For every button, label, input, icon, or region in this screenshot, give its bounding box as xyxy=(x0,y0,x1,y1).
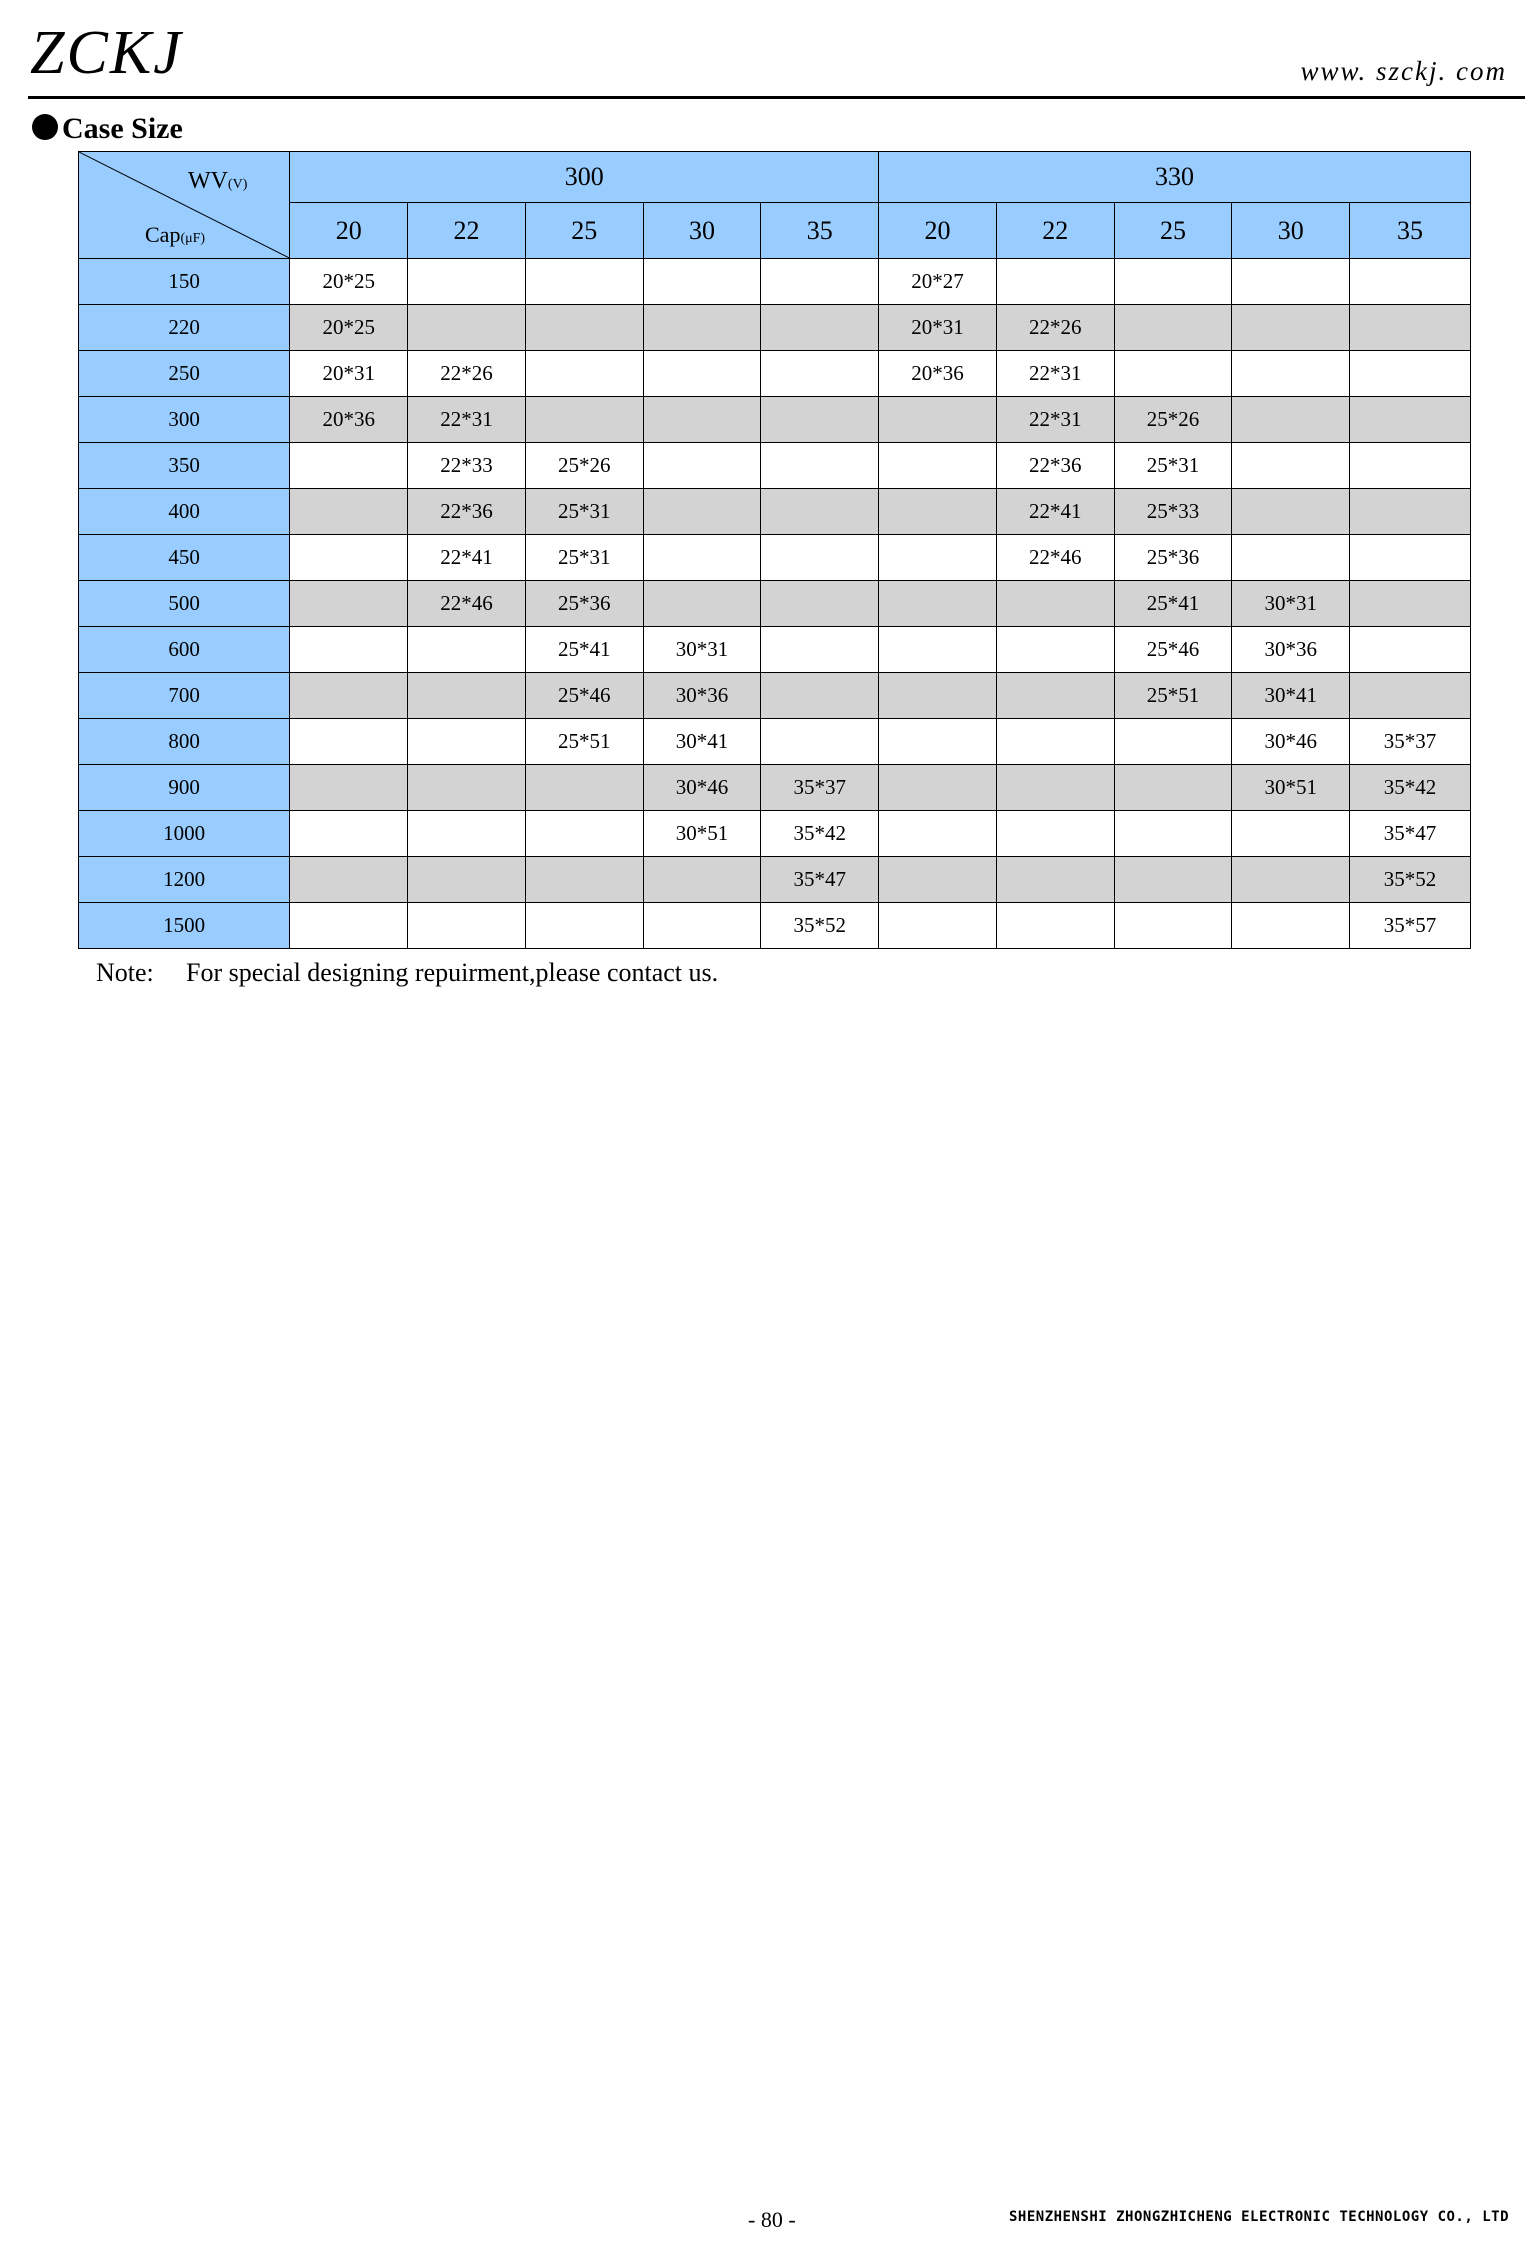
table-row xyxy=(79,581,1471,627)
case-size-cell: 22*31 xyxy=(996,397,1114,443)
voltage-header: 300 xyxy=(290,152,879,203)
case-size-cell: 30*41 xyxy=(1232,673,1350,719)
table-row xyxy=(79,489,1471,535)
table-row xyxy=(79,811,1471,857)
case-size-cell xyxy=(525,351,643,397)
capacitance-cell: 900 xyxy=(79,765,290,811)
case-size-cell xyxy=(1114,811,1232,857)
case-size-cell: 25*31 xyxy=(1114,443,1232,489)
case-size-cell xyxy=(290,903,408,949)
case-size-cell xyxy=(643,305,761,351)
case-size-cell xyxy=(1232,351,1350,397)
case-size-cell xyxy=(879,673,997,719)
case-size-cell xyxy=(290,765,408,811)
case-size-cell: 25*31 xyxy=(525,489,643,535)
case-size-cell xyxy=(1350,351,1471,397)
wv-unit: (V) xyxy=(227,177,248,192)
table-row xyxy=(79,719,1471,765)
diameter-header: 35 xyxy=(761,203,879,259)
capacitance-cell: 500 xyxy=(79,581,290,627)
case-size-cell xyxy=(879,719,997,765)
case-size-cell xyxy=(408,627,526,673)
note-text: For special designing repuirment,please contact us. xyxy=(186,958,719,987)
case-size-cell: 22*36 xyxy=(408,489,526,535)
capacitance-cell: 450 xyxy=(79,535,290,581)
case-size-cell xyxy=(290,535,408,581)
case-size-cell xyxy=(643,857,761,903)
capacitance-cell: 300 xyxy=(79,397,290,443)
case-size-cell xyxy=(290,627,408,673)
case-size-table xyxy=(78,151,1471,949)
case-size-cell: 30*46 xyxy=(1232,719,1350,765)
case-size-cell xyxy=(1350,259,1471,305)
case-size-cell xyxy=(643,489,761,535)
case-size-cell: 35*47 xyxy=(761,857,879,903)
case-size-cell: 22*41 xyxy=(996,489,1114,535)
case-size-cell xyxy=(1350,627,1471,673)
case-size-cell: 20*36 xyxy=(879,351,997,397)
case-size-cell xyxy=(1350,535,1471,581)
case-size-cell xyxy=(408,765,526,811)
case-size-cell xyxy=(761,351,879,397)
case-size-cell: 35*47 xyxy=(1350,811,1471,857)
case-size-cell xyxy=(1232,903,1350,949)
case-size-cell: 30*31 xyxy=(643,627,761,673)
case-size-cell xyxy=(408,811,526,857)
capacitance-cell: 800 xyxy=(79,719,290,765)
case-size-cell: 30*36 xyxy=(643,673,761,719)
capacitance-cell: 1200 xyxy=(79,857,290,903)
case-size-cell xyxy=(761,489,879,535)
case-size-cell xyxy=(643,443,761,489)
case-size-cell xyxy=(643,903,761,949)
case-size-cell: 25*41 xyxy=(525,627,643,673)
company-logo: ZCKJ xyxy=(30,19,183,87)
case-size-cell xyxy=(761,259,879,305)
case-size-cell xyxy=(643,397,761,443)
case-size-cell xyxy=(643,351,761,397)
table-row xyxy=(79,765,1471,811)
case-size-cell xyxy=(525,811,643,857)
case-size-cell xyxy=(996,903,1114,949)
case-size-cell: 22*31 xyxy=(996,351,1114,397)
case-size-cell: 30*51 xyxy=(1232,765,1350,811)
capacitance-cell: 1500 xyxy=(79,903,290,949)
diameter-header: 20 xyxy=(879,203,997,259)
case-size-cell xyxy=(996,719,1114,765)
case-size-cell: 30*36 xyxy=(1232,627,1350,673)
section-title xyxy=(32,112,183,146)
case-size-cell xyxy=(1350,443,1471,489)
diameter-header: 22 xyxy=(408,203,526,259)
case-size-cell: 22*46 xyxy=(996,535,1114,581)
table-row xyxy=(79,351,1471,397)
capacitance-cell: 600 xyxy=(79,627,290,673)
case-size-cell xyxy=(1232,535,1350,581)
case-size-cell xyxy=(1114,351,1232,397)
case-size-cell: 25*26 xyxy=(525,443,643,489)
capacitance-cell: 700 xyxy=(79,673,290,719)
case-size-cell xyxy=(761,535,879,581)
case-size-cell: 25*26 xyxy=(1114,397,1232,443)
case-size-cell: 25*36 xyxy=(525,581,643,627)
table-row xyxy=(79,903,1471,949)
diameter-header: 35 xyxy=(1350,203,1471,259)
table-row xyxy=(79,305,1471,351)
case-size-cell: 22*41 xyxy=(408,535,526,581)
voltage-header: 330 xyxy=(879,152,1471,203)
case-size-cell xyxy=(1232,397,1350,443)
case-size-cell xyxy=(996,673,1114,719)
case-size-cell: 30*46 xyxy=(643,765,761,811)
case-size-cell xyxy=(525,857,643,903)
capacitance-cell: 1000 xyxy=(79,811,290,857)
case-size-cell xyxy=(643,259,761,305)
case-size-cell: 30*31 xyxy=(1232,581,1350,627)
table-row xyxy=(79,443,1471,489)
case-size-cell xyxy=(1232,305,1350,351)
case-size-cell: 25*51 xyxy=(1114,673,1232,719)
voltage-header-row xyxy=(79,152,1471,203)
case-size-cell xyxy=(1350,305,1471,351)
case-size-cell xyxy=(761,719,879,765)
diameter-header: 25 xyxy=(525,203,643,259)
table-row xyxy=(79,857,1471,903)
table-row xyxy=(79,673,1471,719)
case-size-cell xyxy=(1114,259,1232,305)
case-size-cell: 35*42 xyxy=(1350,765,1471,811)
case-size-cell xyxy=(761,627,879,673)
capacitance-cell: 250 xyxy=(79,351,290,397)
case-size-cell xyxy=(879,581,997,627)
case-size-cell: 22*36 xyxy=(996,443,1114,489)
case-size-cell xyxy=(879,811,997,857)
case-size-cell xyxy=(408,259,526,305)
case-size-cell xyxy=(879,857,997,903)
capacitance-cell: 400 xyxy=(79,489,290,535)
case-size-cell xyxy=(1350,489,1471,535)
table-corner-header xyxy=(79,152,290,259)
diameter-header: 22 xyxy=(996,203,1114,259)
case-size-cell xyxy=(643,535,761,581)
case-size-cell: 35*52 xyxy=(1350,857,1471,903)
case-size-cell xyxy=(996,811,1114,857)
case-size-cell: 22*31 xyxy=(408,397,526,443)
cap-label: Cap(μF) xyxy=(145,222,206,247)
case-size-cell xyxy=(290,811,408,857)
case-size-cell xyxy=(761,443,879,489)
case-size-cell xyxy=(879,397,997,443)
case-size-cell: 25*46 xyxy=(525,673,643,719)
case-size-cell xyxy=(879,489,997,535)
diameter-header: 30 xyxy=(1232,203,1350,259)
case-size-cell xyxy=(290,857,408,903)
case-size-cell xyxy=(290,489,408,535)
case-size-cell xyxy=(879,535,997,581)
diameter-header: 25 xyxy=(1114,203,1232,259)
cap-unit: (μF) xyxy=(180,231,206,246)
table-row xyxy=(79,397,1471,443)
case-size-cell xyxy=(525,903,643,949)
case-size-cell xyxy=(761,673,879,719)
case-size-cell xyxy=(1232,443,1350,489)
capacitance-cell: 350 xyxy=(79,443,290,489)
header-divider xyxy=(28,96,1525,99)
diameter-header: 30 xyxy=(643,203,761,259)
case-size-cell xyxy=(1114,719,1232,765)
case-size-cell xyxy=(761,581,879,627)
table-row xyxy=(79,259,1471,305)
case-size-cell xyxy=(408,903,526,949)
case-size-cell: 35*37 xyxy=(761,765,879,811)
case-size-cell xyxy=(290,581,408,627)
section-title-text: Case Size xyxy=(62,112,183,145)
case-size-cell xyxy=(996,857,1114,903)
case-size-cell: 20*31 xyxy=(290,351,408,397)
case-size-cell: 35*52 xyxy=(761,903,879,949)
page-number: - 80 - xyxy=(748,2207,796,2232)
case-size-cell xyxy=(525,305,643,351)
case-size-cell xyxy=(525,397,643,443)
case-size-cell: 35*57 xyxy=(1350,903,1471,949)
case-size-cell xyxy=(1114,903,1232,949)
case-size-cell: 20*36 xyxy=(290,397,408,443)
case-size-cell: 22*46 xyxy=(408,581,526,627)
table-row xyxy=(79,627,1471,673)
case-size-cell xyxy=(879,765,997,811)
case-size-cell xyxy=(1232,857,1350,903)
case-size-cell: 35*37 xyxy=(1350,719,1471,765)
capacitance-cell: 220 xyxy=(79,305,290,351)
case-size-cell xyxy=(996,581,1114,627)
case-size-cell xyxy=(1350,581,1471,627)
case-size-cell: 25*31 xyxy=(525,535,643,581)
case-size-cell xyxy=(879,903,997,949)
case-size-cell xyxy=(761,397,879,443)
case-size-cell xyxy=(996,627,1114,673)
case-size-cell xyxy=(761,305,879,351)
case-size-cell: 30*41 xyxy=(643,719,761,765)
case-size-cell: 20*27 xyxy=(879,259,997,305)
case-size-cell: 25*46 xyxy=(1114,627,1232,673)
case-size-cell: 30*51 xyxy=(643,811,761,857)
website-url: www. szckj. com xyxy=(1300,56,1507,86)
capacitance-cell: 150 xyxy=(79,259,290,305)
note xyxy=(96,958,718,988)
case-size-cell xyxy=(408,305,526,351)
company-name: SHENZHENSHI ZHONGZHICHENG ELECTRONIC TECHNOLOGY CO., LTD xyxy=(1008,2209,1509,2225)
case-size-cell: 22*33 xyxy=(408,443,526,489)
case-size-cell: 20*25 xyxy=(290,259,408,305)
case-size-cell: 25*36 xyxy=(1114,535,1232,581)
case-size-cell xyxy=(1232,811,1350,857)
table-row xyxy=(79,535,1471,581)
note-label: Note: xyxy=(96,958,154,987)
case-size-cell: 22*26 xyxy=(408,351,526,397)
case-size-cell xyxy=(643,581,761,627)
case-size-cell: 20*31 xyxy=(879,305,997,351)
case-size-cell xyxy=(525,259,643,305)
case-size-cell xyxy=(290,719,408,765)
wv-label: WV(V) xyxy=(187,168,248,194)
case-size-cell xyxy=(879,627,997,673)
bullet-icon xyxy=(32,114,58,140)
case-size-cell xyxy=(1232,259,1350,305)
case-size-cell xyxy=(290,673,408,719)
case-size-cell xyxy=(1114,857,1232,903)
case-size-cell: 35*42 xyxy=(761,811,879,857)
case-size-cell: 25*33 xyxy=(1114,489,1232,535)
case-size-cell: 25*51 xyxy=(525,719,643,765)
case-size-cell xyxy=(525,765,643,811)
case-size-cell xyxy=(408,673,526,719)
case-size-cell xyxy=(1232,489,1350,535)
case-size-cell xyxy=(996,765,1114,811)
case-size-cell xyxy=(408,719,526,765)
case-size-cell xyxy=(408,857,526,903)
case-size-cell: 20*25 xyxy=(290,305,408,351)
case-size-cell: 25*41 xyxy=(1114,581,1232,627)
case-size-cell xyxy=(1350,397,1471,443)
case-size-cell xyxy=(1114,765,1232,811)
case-size-cell xyxy=(1350,673,1471,719)
case-size-cell xyxy=(1114,305,1232,351)
diameter-header: 20 xyxy=(290,203,408,259)
case-size-cell xyxy=(879,443,997,489)
case-size-cell: 22*26 xyxy=(996,305,1114,351)
case-size-cell xyxy=(996,259,1114,305)
case-size-cell xyxy=(290,443,408,489)
